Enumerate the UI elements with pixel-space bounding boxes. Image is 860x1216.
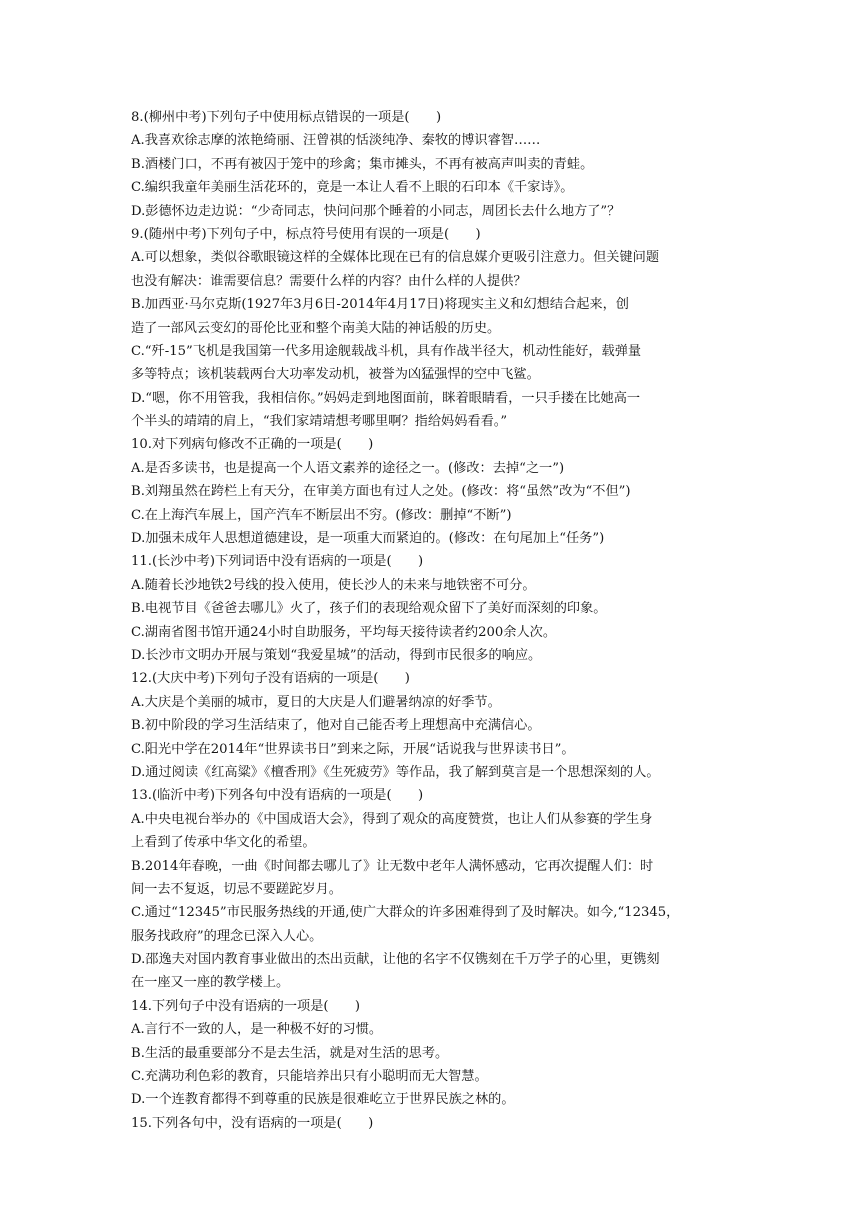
text-line: D.长沙市文明办开展与策划“我爱星城”的活动，得到市民很多的响应。 (131, 647, 542, 663)
text-line: 10.对下列病句修改不正确的一项是( ) (131, 437, 374, 453)
text-line: C.阳光中学在2014年“世界读书日”到来之际，开展“话说我与世界读书日”。 (131, 741, 575, 757)
text-line: C.“歼-15”飞机是我国第一代多用途舰载战斗机，具有作战半径大，机动性能好，载弹量 (131, 343, 642, 359)
text-line: C.湖南省图书馆开通24小时自助服务，平均每天接待读者约200余人次。 (131, 624, 557, 640)
document-page (131, 106, 736, 1135)
text-line: 在一座又一座的教学楼上。 (131, 975, 290, 991)
text-line: 间一去不复返，切忌不要蹉跎岁月。 (131, 881, 342, 897)
text-line: D.一个连教育都得不到尊重的民族是很难屹立于世界民族之林的。 (131, 1092, 515, 1108)
text-line: C.通过“12345”市民服务热线的开通,使广大群众的许多困难得到了及时解决。如今,“12345， (131, 905, 680, 921)
text-line: 14.下列句子中没有语病的一项是( ) (131, 998, 361, 1014)
text-line: B.2014年春晚，一曲《时间都去哪儿了》让无数中老年人满怀感动，它再次提醒人们：时 (131, 858, 654, 874)
text-line: 多等特点；该机装载两台大功率发动机，被誉为凶猛强悍的空中飞鲨。 (131, 367, 540, 383)
text-line: 个半头的靖靖的肩上，“我们家靖靖想考哪里啊？指给妈妈看看。” (131, 414, 508, 430)
text-line: C.在上海汽车展上，国产汽车不断层出不穷。(修改：删掉“不断”) (131, 507, 512, 523)
text-line: D.通过阅读《红高粱》《檀香刑》《生死疲劳》等作品，我了解到莫言是一个思想深刻的人。 (131, 764, 660, 780)
text-line: 上看到了传承中华文化的希望。 (131, 835, 316, 851)
text-line: 也没有解决：谁需要信息？需要什么样的内容？由什么样的人提供？ (131, 273, 527, 289)
text-line: A.随着长沙地铁2号线的投入使用，使长沙人的未来与地铁密不可分。 (131, 577, 536, 593)
text-line: 造了一部风云变幻的哥伦比亚和整个南美大陆的神话般的历史。 (131, 320, 501, 336)
text-line: 9.(随州中考)下列句子中，标点符号使用有误的一项是( ) (131, 226, 481, 242)
text-line: B.酒楼门口，不再有被囚于笼中的珍禽；集市摊头，不再有被高声叫卖的青蛙。 (131, 156, 594, 172)
text-line: 12.(大庆中考)下列句子没有语病的一项是( ) (131, 671, 410, 687)
text-line: B.生活的最重要部分不是去生活，就是对生活的思考。 (131, 1045, 449, 1061)
text-line: A.中央电视台举办的《中国成语大会》，得到了观众的高度赞赏，也让人们从参赛的学生身 (131, 811, 653, 827)
text-line: A.可以想象，类似谷歌眼镜这样的全媒体比现在已有的信息媒介更吸引注意力。但关键问题 (131, 250, 660, 266)
text-line: D.加强未成年人思想道德建设，是一项重大而紧迫的。(修改：在句尾加上“任务”) (131, 531, 605, 547)
text-line: 8.(柳州中考)下列句子中使用标点错误的一项是( ) (131, 110, 442, 125)
text-line: 15.下列各句中，没有语病的一项是( ) (131, 1115, 374, 1131)
text-line: D.“嗯，你不用管我，我相信你。”妈妈走到地图面前，眯着眼睛看，一只手搂在比她高一 (131, 390, 641, 406)
text-line: A.我喜欢徐志摩的浓艳绮丽、汪曾祺的恬淡纯净、秦牧的博识睿智…… (131, 133, 541, 149)
text-line: B.加西亚·马尔克斯(1927年3月6日-2014年4月17日)将现实主义和幻想结合起来，创 (131, 297, 629, 313)
text-line: D.彭德怀边走边说：“少奇同志，快问问那个睡着的小同志，周团长去什么地方了”？ (131, 203, 621, 219)
text-line: 服务找政府”的理念已深入人心。 (131, 928, 323, 944)
text-line: B.刘翔虽然在跨栏上有天分，在审美方面也有过人之处。(修改：将“虽然”改为“不但”) (131, 484, 631, 500)
text-line: A.大庆是个美丽的城市，夏日的大庆是人们避暑纳凉的好季节。 (131, 694, 501, 710)
text-line: D.邵逸夫对国内教育事业做出的杰出贡献，让他的名字不仅镌刻在千万学子的心里，更镌刻 (131, 952, 660, 968)
text-line: 13.(临沂中考)下列各句中没有语病的一项是( ) (131, 788, 424, 804)
text-line: C.充满功利色彩的教育，只能培养出只有小聪明而无大智慧。 (131, 1069, 488, 1085)
text-line: B.初中阶段的学习生活结束了，他对自己能否考上理想高中充满信心。 (131, 718, 541, 734)
text-line: C.编织我童年美丽生活花环的，竟是一本让人看不上眼的石印本《千家诗》。 (131, 180, 574, 196)
text-line: A.是否多读书，也是提高一个人语文素养的途径之一。(修改：去掉“之一”) (131, 460, 565, 476)
text-line: B.电视节目《爸爸去哪儿》火了，孩子们的表现给观众留下了美好而深刻的印象。 (131, 601, 607, 617)
text-line: 11.(长沙中考)下列词语中没有语病的一项是( ) (131, 554, 424, 570)
text-line: A.言行不一致的人，是一种极不好的习惯。 (131, 1022, 383, 1038)
